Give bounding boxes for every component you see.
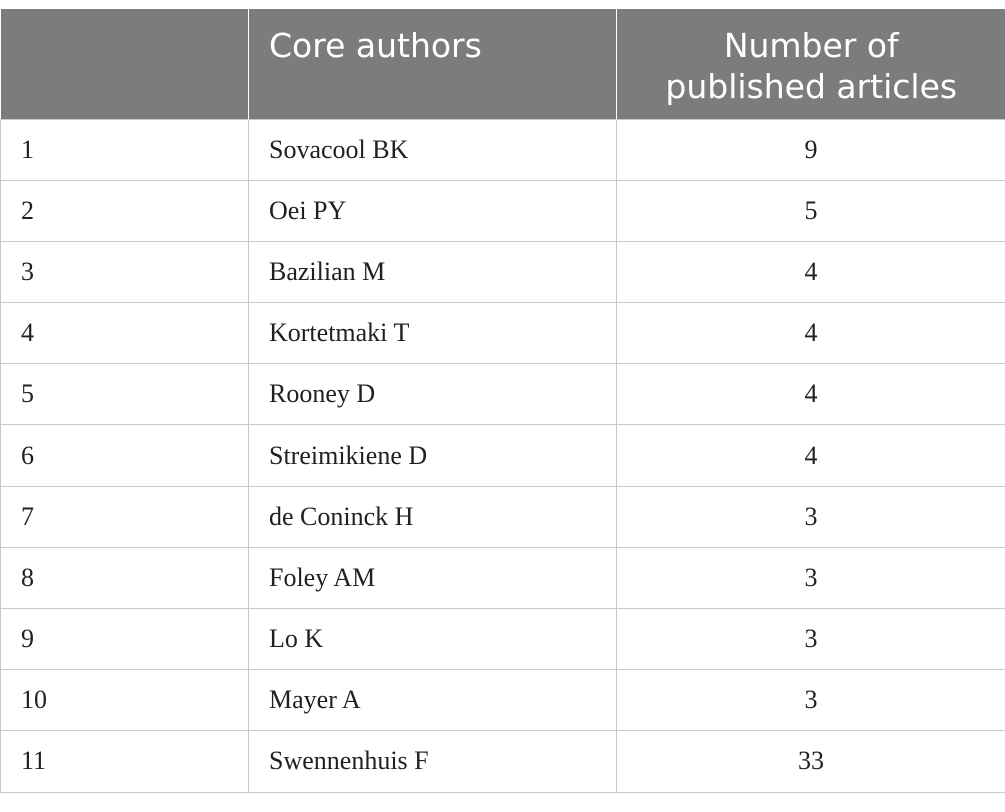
table-row <box>1 119 1005 180</box>
row-author: Sovacool BK <box>249 119 617 180</box>
row-author: Oei PY <box>249 180 617 241</box>
row-author: Bazilian M <box>249 241 617 302</box>
row-index: 3 <box>1 241 249 302</box>
row-author: Kortetmaki T <box>249 303 617 364</box>
row-author: Streimikiene D <box>249 425 617 486</box>
header-index <box>1 9 249 119</box>
row-count: 4 <box>617 364 1005 425</box>
row-author: Mayer A <box>249 670 617 731</box>
table-row <box>1 731 1005 792</box>
row-count: 4 <box>617 241 1005 302</box>
row-index: 7 <box>1 486 249 547</box>
row-index: 2 <box>1 180 249 241</box>
row-author: Swennenhuis F <box>249 731 617 792</box>
row-index: 8 <box>1 547 249 608</box>
row-count: 3 <box>617 609 1005 670</box>
row-count: 4 <box>617 303 1005 364</box>
row-index: 11 <box>1 731 249 792</box>
row-author: Rooney D <box>249 364 617 425</box>
header-row <box>1 9 1005 119</box>
table-row <box>1 425 1005 486</box>
row-author: Lo K <box>249 609 617 670</box>
header-count-line2: published articles <box>665 67 958 106</box>
row-index: 10 <box>1 670 249 731</box>
core-authors-table <box>0 9 1005 793</box>
table-row <box>1 364 1005 425</box>
table-row <box>1 486 1005 547</box>
row-author: Foley AM <box>249 547 617 608</box>
table-header <box>1 9 1005 119</box>
row-count: 5 <box>617 180 1005 241</box>
table-row <box>1 670 1005 731</box>
row-index: 4 <box>1 303 249 364</box>
table-row <box>1 303 1005 364</box>
row-count: 3 <box>617 670 1005 731</box>
table-body <box>1 119 1005 792</box>
row-count: 33 <box>617 731 1005 792</box>
table-row <box>1 180 1005 241</box>
table-row <box>1 609 1005 670</box>
row-count: 3 <box>617 547 1005 608</box>
row-index: 5 <box>1 364 249 425</box>
row-count: 9 <box>617 119 1005 180</box>
row-count: 4 <box>617 425 1005 486</box>
row-index: 9 <box>1 609 249 670</box>
row-author: de Coninck H <box>249 486 617 547</box>
table-row <box>1 241 1005 302</box>
row-count: 3 <box>617 486 1005 547</box>
header-core-authors: Core authors <box>249 9 617 119</box>
table-row <box>1 547 1005 608</box>
header-number-of-articles <box>617 9 1005 119</box>
header-count-line1: Number of <box>723 26 899 65</box>
row-index: 6 <box>1 425 249 486</box>
row-index: 1 <box>1 119 249 180</box>
